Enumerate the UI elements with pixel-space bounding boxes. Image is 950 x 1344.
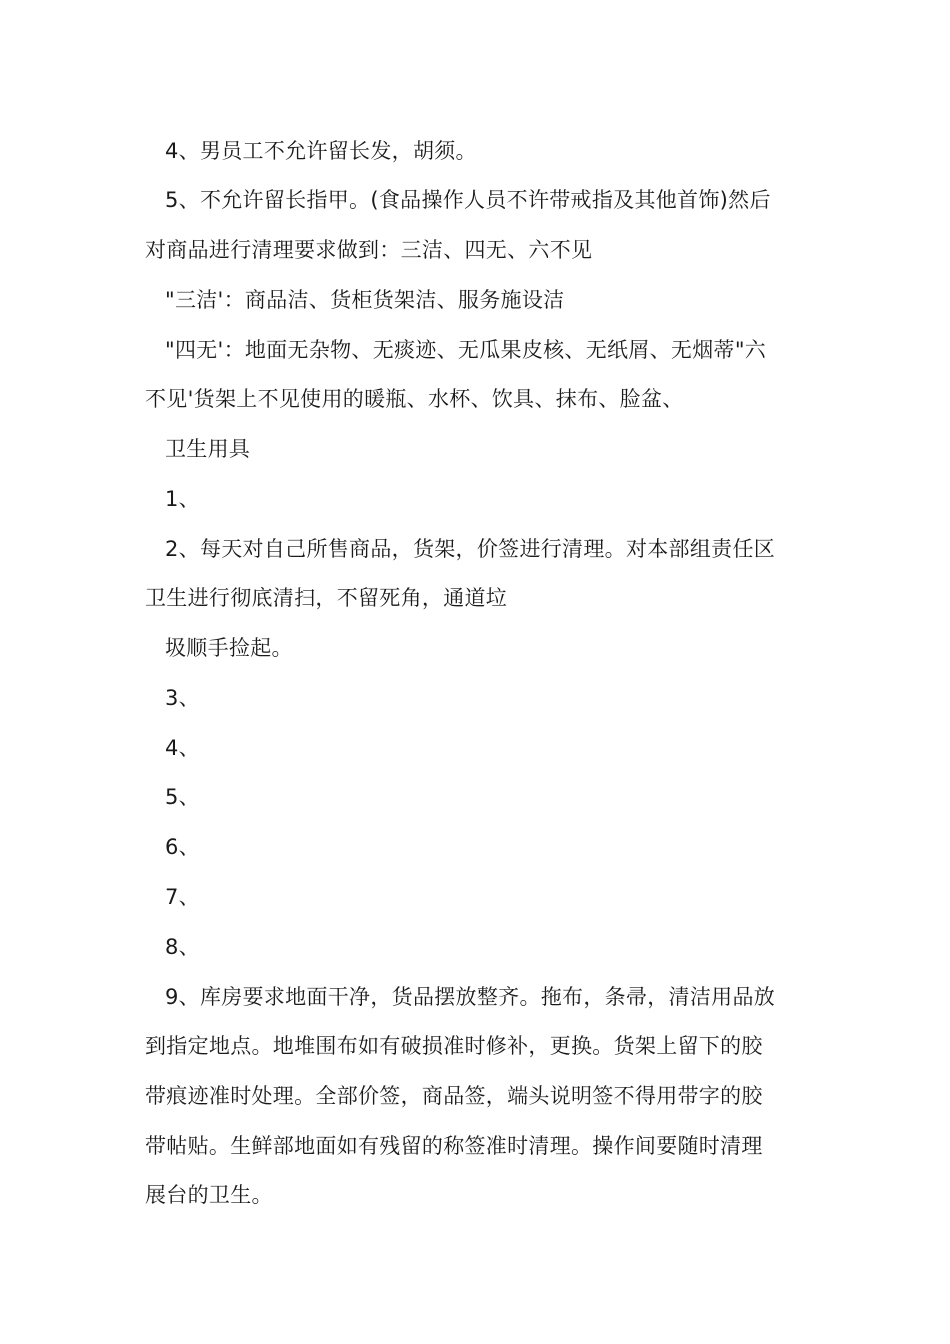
text-line-item-7: 7、: [165, 885, 200, 909]
text-line-san-jie: "三洁'：商品洁、货柜货架洁、服务施设洁: [165, 288, 565, 312]
text-line-male-staff: 4、男员工不允许留长发，胡须。: [165, 139, 477, 163]
text-line-item-8: 8、: [165, 935, 200, 959]
text-line-liu-bu-jian: 不见'货架上不见使用的暖瓶、水杯、饮具、抹布、脸盆、: [145, 387, 684, 411]
text-line-item-3: 3、: [165, 686, 200, 710]
text-line-item-5: 5、: [165, 785, 200, 809]
text-line-item-9-cont-1: 到指定地点。地堆围布如有破损准时修补，更换。货架上留下的胶: [145, 1034, 763, 1058]
text-line-goods-cleaning: 对商品进行清理要求做到：三洁、四无、六不见: [145, 238, 593, 262]
text-line-hygiene-tools: 卫生用具: [165, 437, 251, 461]
text-line-item-9: 9、库房要求地面干净，货品摆放整齐。拖布，条帚，清洁用品放: [165, 985, 776, 1009]
text-line-item-9-end: 展台的卫生。: [145, 1183, 273, 1207]
text-line-item-9-cont-3: 带帖贴。生鲜部地面如有残留的称签准时清理。操作间要随时清理: [145, 1134, 763, 1158]
text-line-item-4: 4、: [165, 736, 200, 760]
text-line-nails: 5、不允许留长指甲。(食品操作人员不许带戒指及其他首饰)然后: [165, 188, 771, 212]
text-line-item-2-cont: 卫生进行彻底清扫，不留死角，通道垃: [145, 586, 508, 610]
text-line-item-2: 2、每天对自己所售商品，货架，价签进行清理。对本部组责任区: [165, 537, 776, 561]
text-line-item-9-cont-2: 带痕迹准时处理。全部价签，商品签，端头说明签不得用带字的胶: [145, 1084, 763, 1108]
text-line-si-wu: "四无'：地面无杂物、无痰迹、无瓜果皮核、无纸屑、无烟蒂"六: [165, 338, 767, 362]
text-line-item-1: 1、: [165, 487, 200, 511]
text-line-item-6: 6、: [165, 835, 200, 859]
text-line-item-2-end: 圾顺手捡起。: [165, 636, 293, 660]
